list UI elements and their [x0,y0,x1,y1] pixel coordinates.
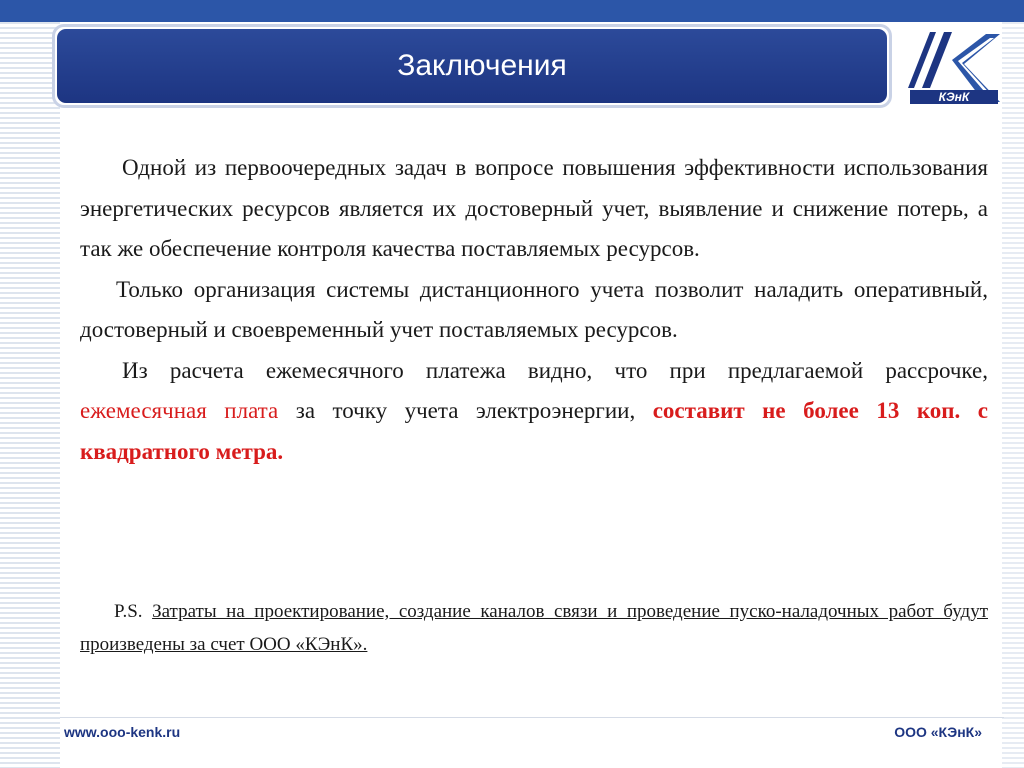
ps-text: Затраты на проектирование, создание каналов связи и проведение пуско-наладочных работ будут произведены за счет ООО «КЭнК». [80,601,988,655]
slide-title: Заключения [397,49,567,82]
footer-divider [60,717,1004,718]
right-stripe-decoration [1002,22,1024,768]
footer-company: ООО «КЭнК» [894,724,982,740]
paragraph-3-text-a: Из расчета ежемесячного платежа видно, что при предлагаемой рассрочке, [122,357,988,383]
paragraph-3-text-b: за точку учета электроэнергии, [278,398,653,423]
footer-website-link[interactable]: www.ooo-kenk.ru [64,724,181,740]
left-stripe-decoration [0,22,60,768]
title-banner-inner [57,29,887,103]
ps-label: P.S. [114,601,143,622]
monthly-payment-highlight: ежемесячная плата [80,398,279,423]
paragraph-1: Одной из первоочередных задач в вопросе повышения эффективности использования энергетических ресурсов является их достоверный учет, выявление и снижение потерь, а так же обеспечение контроля качества поставляемых ресурсов. [80,155,988,261]
title-banner [52,24,892,108]
postscript [80,595,988,661]
kenk-logo-icon [900,30,1004,108]
paragraph-3 [80,351,988,473]
logo-text: КЭнК [938,90,970,104]
main-content [80,148,988,472]
paragraph-2: Только организация системы дистанционного учета позволит наладить оперативный, достоверный и своевременный учет поставляемых ресурсов. [80,276,988,342]
cost-highlight: составит не более 13 коп. с квадратного метра. [80,398,988,464]
top-band [0,0,1024,22]
